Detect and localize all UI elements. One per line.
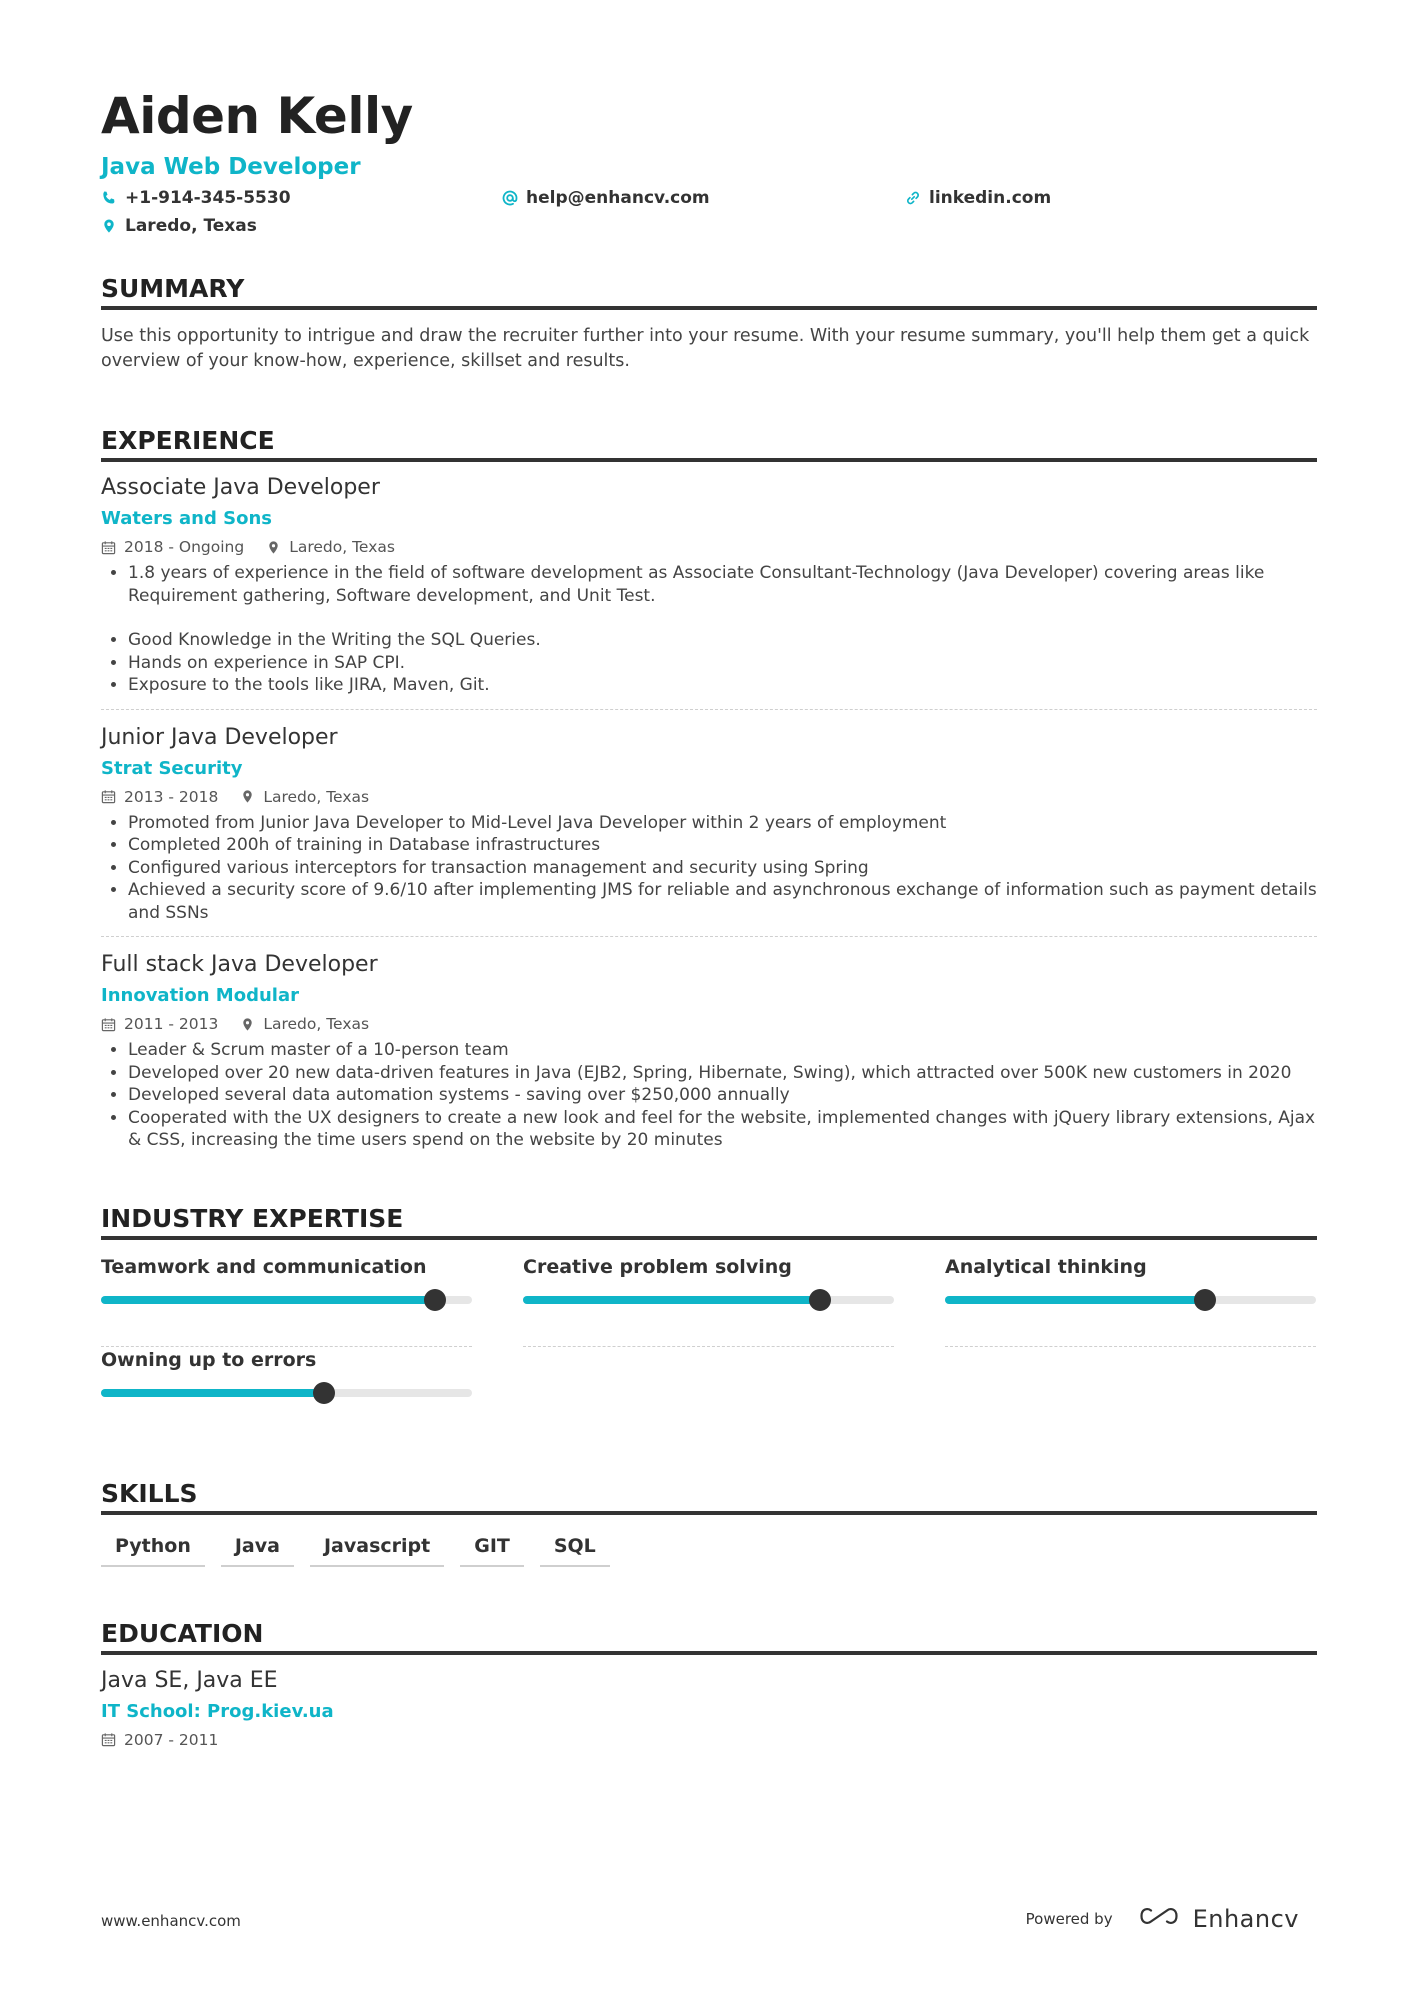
bullet-item: • Achieved a security score of 9.6/10 after implementing JMS for reliable and asynchronous exchange of information such as payment details and SSNs — [128, 879, 1317, 924]
job-dates — [101, 536, 244, 558]
location-pin-icon — [266, 540, 281, 555]
bullet-item: • Cooperated with the UX designers to create a new look and feel for the website, implemented changes with jQuery library extensions, Ajax & CSS, increasing the time users spend on the website by 20 minutes — [128, 1107, 1317, 1152]
job-location-text: Laredo, Texas — [289, 538, 395, 556]
location-pin-icon — [101, 218, 117, 234]
experience-heading: EXPERIENCE — [101, 426, 1317, 462]
skills-heading: SKILLS — [101, 1479, 1317, 1515]
job-location — [240, 1013, 369, 1035]
skill-tag: Javascript — [310, 1533, 444, 1567]
expertise-label: Creative problem solving — [523, 1255, 792, 1278]
education-dates-text: 2007 - 2011 — [124, 1730, 219, 1749]
calendar-icon — [101, 1017, 116, 1032]
expertise-bar — [101, 1389, 472, 1397]
expertise-bar-knob — [1194, 1289, 1216, 1311]
calendar-icon — [101, 540, 116, 555]
calendar-icon — [101, 789, 116, 804]
contact-linkedin[interactable] — [905, 188, 1051, 208]
candidate-name: Aiden Kelly — [101, 87, 413, 145]
experience-section — [101, 426, 1317, 1164]
expertise-grid — [101, 1254, 1317, 1439]
expertise-section — [101, 1204, 1317, 1439]
expertise-item — [945, 1254, 1316, 1347]
job-meta — [101, 536, 1317, 558]
job-meta — [101, 786, 1317, 808]
expertise-item — [523, 1254, 894, 1347]
footer-branding — [1026, 1905, 1299, 1933]
resume-page — [101, 84, 1317, 1751]
expertise-bar — [945, 1296, 1316, 1304]
expertise-label: Teamwork and communication — [101, 1255, 427, 1278]
education-dates — [101, 1729, 218, 1751]
company-name: Waters and Sons — [101, 508, 272, 529]
summary-section — [101, 274, 1317, 374]
bullet-item: • Exposure to the tools like JIRA, Maven, Git. — [128, 674, 1317, 697]
location-text: Laredo, Texas — [125, 216, 257, 236]
bullet-item: • Promoted from Junior Java Developer to Mid-Level Java Developer within 2 years of employment — [128, 812, 1317, 835]
experience-entry — [101, 951, 1317, 1164]
school-name: IT School: Prog.kiev.ua — [101, 1700, 334, 1722]
expertise-item — [101, 1347, 472, 1439]
job-dates-text: 2013 - 2018 — [124, 787, 219, 806]
job-bullets — [101, 1039, 1317, 1152]
brand-logo[interactable] — [1137, 1905, 1299, 1933]
at-icon — [502, 190, 518, 206]
bullet-item: • 1.8 years of experience in the field of software development as Associate Consultant-Technology (Java Developer) covering areas like Requirement gathering, Software development, and Unit Test. — [128, 562, 1317, 607]
candidate-title: Java Web Developer — [101, 154, 361, 180]
job-title: Full stack Java Developer — [101, 952, 378, 977]
expertise-bar-knob — [313, 1382, 335, 1404]
expertise-bar — [523, 1296, 894, 1304]
job-dates — [101, 786, 218, 808]
bullet-item: • Developed over 20 new data-driven features in Java (EJB2, Spring, Hibernate, Swing), which attracted over 500K new customers in 2020 — [128, 1062, 1317, 1085]
experience-entry — [101, 724, 1317, 938]
contact-list — [101, 188, 1317, 246]
job-meta — [101, 1013, 1317, 1035]
job-dates — [101, 1013, 218, 1035]
linkedin-text: linkedin.com — [929, 188, 1052, 208]
expertise-heading: INDUSTRY EXPERTISE — [101, 1204, 1317, 1240]
skill-tag: Python — [101, 1533, 205, 1567]
expertise-bar-fill — [945, 1296, 1205, 1304]
skill-tag: SQL — [540, 1533, 610, 1567]
skill-tag: Java — [221, 1533, 294, 1567]
powered-by-text: Powered by — [1025, 1910, 1113, 1928]
expertise-bar — [101, 1296, 472, 1304]
skills-section — [101, 1479, 1317, 1567]
phone-text: +1-914-345-5530 — [125, 188, 291, 208]
link-icon — [905, 190, 921, 206]
expertise-item — [101, 1254, 472, 1347]
skill-tag: GIT — [460, 1533, 524, 1567]
summary-heading: SUMMARY — [101, 274, 1317, 310]
email-text: help@enhancv.com — [526, 188, 710, 208]
expertise-bar-knob — [424, 1289, 446, 1311]
contact-email[interactable] — [502, 188, 710, 208]
job-title: Associate Java Developer — [101, 475, 380, 500]
expertise-label: Analytical thinking — [945, 1255, 1147, 1278]
company-name: Innovation Modular — [101, 985, 299, 1006]
location-pin-icon — [240, 1017, 255, 1032]
job-title: Junior Java Developer — [101, 724, 338, 750]
expertise-label: Owning up to errors — [101, 1348, 317, 1371]
job-location — [240, 786, 369, 808]
education-heading: EDUCATION — [101, 1619, 1317, 1655]
footer-website[interactable]: www.enhancv.com — [101, 1912, 241, 1930]
bullet-item: • Developed several data automation systems - saving over $250,000 annually — [128, 1084, 1317, 1107]
education-section — [101, 1619, 1317, 1751]
contact-phone[interactable] — [101, 188, 291, 208]
job-bullets — [101, 562, 1317, 697]
enhancv-logo-icon — [1137, 1905, 1183, 1933]
job-dates-text: 2011 - 2013 — [124, 1015, 219, 1033]
degree-title: Java SE, Java EE — [101, 1667, 278, 1693]
calendar-icon — [101, 1732, 116, 1747]
bullet-item: • Good Knowledge in the Writing the SQL Queries. — [128, 629, 1317, 652]
education-meta — [101, 1729, 1317, 1751]
job-location — [266, 536, 395, 558]
location-pin-icon — [240, 789, 255, 804]
expertise-bar-knob — [809, 1289, 831, 1311]
job-dates-text: 2018 - Ongoing — [124, 538, 245, 556]
experience-entry — [101, 474, 1317, 710]
bullet-item: • Hands on experience in SAP CPI. — [128, 652, 1317, 675]
resume-header — [101, 84, 1317, 246]
brand-name: Enhancv — [1192, 1905, 1299, 1933]
skills-list — [101, 1533, 1317, 1567]
bullet-item: • Configured various interceptors for transaction management and security using Spring — [128, 857, 1317, 880]
job-bullets — [101, 812, 1317, 925]
job-location-text: Laredo, Texas — [263, 787, 370, 806]
expertise-bar-fill — [523, 1296, 820, 1304]
company-name: Strat Security — [101, 757, 243, 779]
bullet-item: • Completed 200h of training in Database infrastructures — [128, 834, 1317, 857]
expertise-bar-fill — [101, 1389, 324, 1397]
expertise-bar-fill — [101, 1296, 435, 1304]
contact-location — [101, 216, 257, 236]
summary-text: Use this opportunity to intrigue and draw the recruiter further into your resume. With your resume summary, you'll help them get a quick overview of your know-how, experience, skillset and results. — [101, 326, 1310, 371]
phone-icon — [101, 190, 117, 206]
job-location-text: Laredo, Texas — [263, 1015, 370, 1033]
bullet-item: • Leader & Scrum master of a 10-person team — [128, 1039, 1317, 1062]
